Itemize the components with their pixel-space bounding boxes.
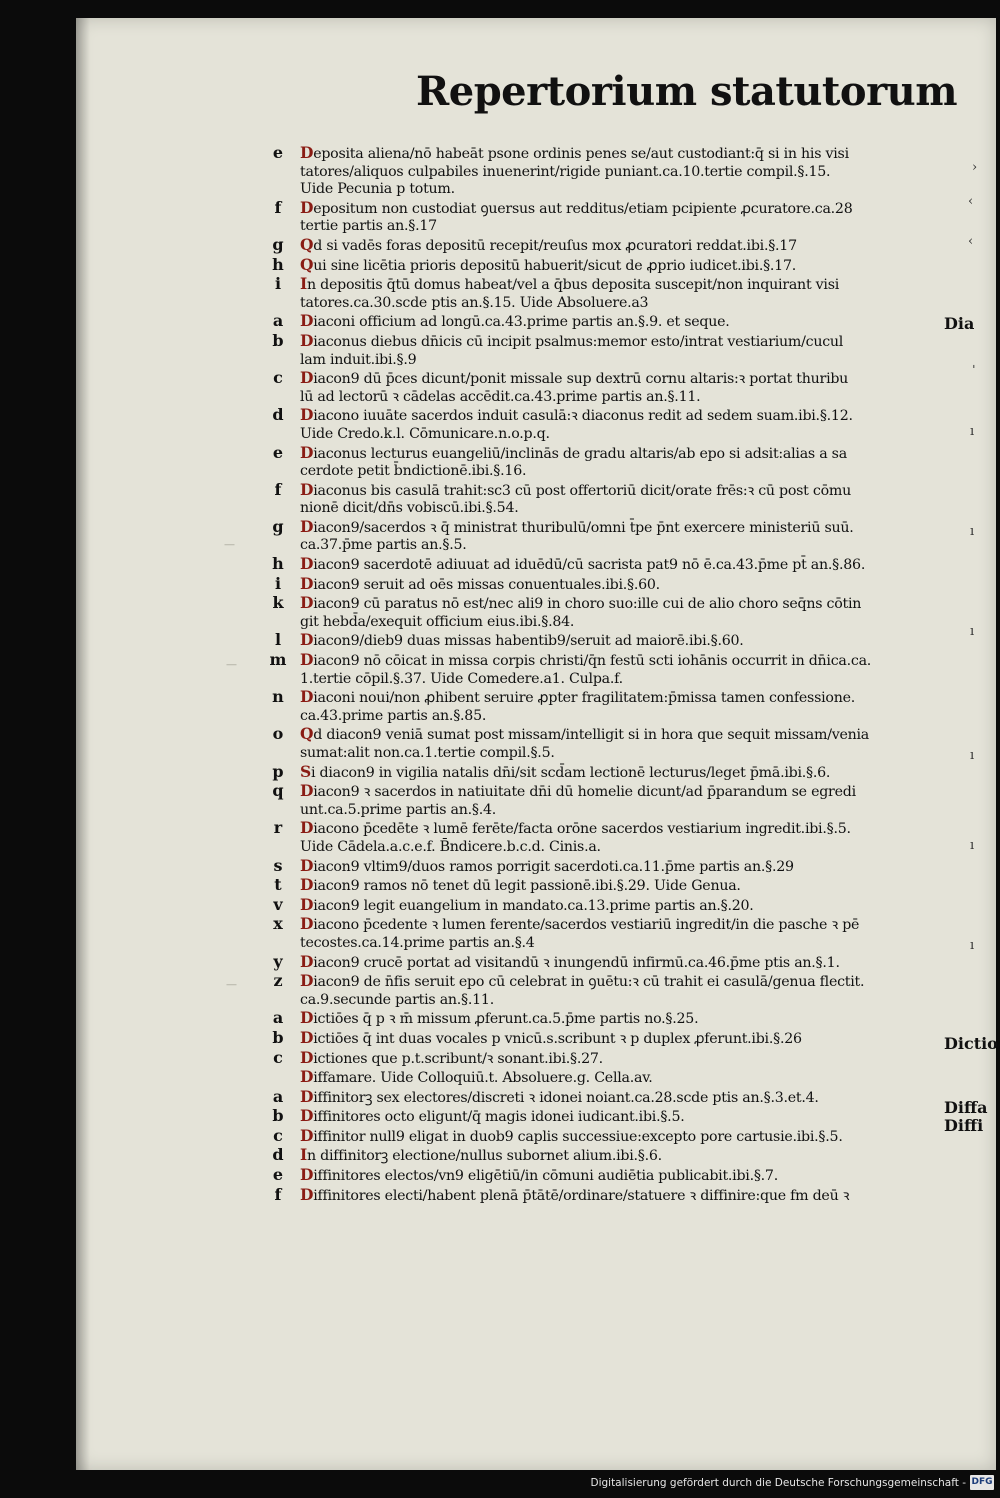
entry-text: Diaconus diebus dn̄icis cū incipit psalmus:memor esto/intrat vestiarium/cucul lam induit.ibi.§.9 bbox=[300, 330, 844, 368]
rubricated-initial: D bbox=[300, 330, 314, 350]
entry-marginal-letter: p bbox=[272, 761, 284, 781]
entry-text: Dictiōes q̄ int duas vocales p vnicū.s.scribunt ꝛ p duplex ꝓferunt.ibi.§.26 bbox=[300, 1027, 802, 1047]
index-entry bbox=[76, 575, 996, 595]
entry-marginal-letter: i bbox=[274, 274, 282, 294]
margin-tick-mark: ı bbox=[970, 424, 975, 439]
rubricated-initial: D bbox=[300, 951, 314, 971]
rubricated-initial: D bbox=[300, 1067, 314, 1087]
entry-text: In depositis q̄tū domus habeat/vel a q̄bus deposita suscepit/non inquirant visi tatores.ca.30.scde ptis an.§.15. Uide Absoluere.a3 bbox=[300, 274, 840, 311]
rubricated-initial: D bbox=[300, 1008, 314, 1028]
rubricated-initial: D bbox=[300, 197, 314, 217]
index-entry bbox=[76, 1068, 996, 1088]
entry-marginal-letter: f bbox=[274, 479, 282, 499]
bleed-through-mark: — bbox=[224, 538, 235, 551]
entry-marginal-letter: a bbox=[272, 311, 284, 331]
rubricated-initial: D bbox=[300, 442, 314, 462]
index-entry bbox=[76, 518, 996, 555]
entry-text: In diffinitorꝫ electione/nullus subornet alium.ibi.§.6. bbox=[300, 1145, 662, 1165]
rubricated-initial: D bbox=[300, 875, 314, 895]
page-title: Repertorium statutorum bbox=[416, 68, 958, 115]
entry-text: Depositum non custodiat ꝯuersus aut redditus/etiam pcipiente ꝓcuratore.ca.28 tertie partis an.§.17 bbox=[300, 197, 853, 235]
rubricated-initial: D bbox=[300, 311, 314, 331]
index-entry bbox=[76, 594, 996, 631]
entry-marginal-letter: n bbox=[272, 687, 284, 707]
rubricated-initial: D bbox=[300, 1086, 314, 1106]
rubricated-initial: D bbox=[300, 687, 314, 707]
dfg-logo: DFG bbox=[970, 1475, 994, 1490]
entry-marginal-letter: m bbox=[269, 650, 287, 670]
rubricated-initial: D bbox=[300, 516, 314, 536]
index-entry bbox=[76, 819, 996, 856]
entry-marginal-letter: f bbox=[274, 1184, 282, 1204]
entry-text: Qd diacon9 veniā sumat post missam/intelligit si in hora que sequit missam/venia sumat:alit non.ca.1.tertie compil.§.5. bbox=[300, 724, 870, 761]
entry-text: Diffinitores electi/habent plenā p̄tātē/ordinare/statuere ꝛ diffinire:que fm deū ꝛ bbox=[300, 1184, 850, 1204]
entry-text: Diffinitor null9 eligat in duob9 caplis successiue:excepto pore cartusie.ibi.§.5. bbox=[300, 1125, 843, 1145]
index-entry bbox=[76, 144, 996, 199]
entry-text: Diacon9 de n̄fis seruit epo cū celebrat in ꝯuētu:ꝛ cū trahit ei casulā/genua flectit. ca.9.secunde partis an.§.11. bbox=[300, 971, 865, 1008]
margin-tick-mark: ı bbox=[970, 938, 975, 953]
rubricated-initial: Q bbox=[300, 234, 314, 254]
index-entry bbox=[76, 1127, 996, 1147]
rubricated-initial: D bbox=[300, 1165, 314, 1185]
entry-marginal-letter: f bbox=[274, 197, 282, 217]
entry-marginal-letter: e bbox=[272, 1165, 284, 1185]
rubricated-initial: D bbox=[300, 405, 314, 425]
entry-text: Diffinitores electos/vn9 eligētiū/in cōmuni audiētia publicabit.ibi.§.7. bbox=[300, 1165, 778, 1185]
entry-text: Diacono p̄cedente ꝛ lumen ferente/sacerdos vestiariū ingredit/in die pasche ꝛ pē tecostes.ca.14.prime partis an.§.4 bbox=[300, 914, 860, 951]
entry-marginal-letter: g bbox=[272, 234, 284, 254]
index-entry bbox=[76, 369, 996, 406]
entry-text: Diacono iuuāte sacerdos induit casulā:ꝛ diaconus redit ad sedem suam.ibi.§.12. Uide Credo.k.l. Cōmunicare.n.o.p.q. bbox=[300, 405, 853, 442]
index-entry bbox=[76, 332, 996, 369]
entry-marginal-letter: c bbox=[273, 368, 283, 388]
entry-text: Diaconi officium ad longū.ca.43.prime partis an.§.9. et seque. bbox=[300, 311, 730, 331]
entry-text: Diacon9/dieb9 duas missas habentib9/seruit ad maiorē.ibi.§.60. bbox=[300, 630, 744, 650]
index-entry bbox=[76, 555, 996, 575]
rubricated-initial: D bbox=[300, 1184, 314, 1204]
entry-text: Dictiōes q̄ p ꝛ m̄ missum ꝓferunt.ca.5.p̄me partis no.§.25. bbox=[300, 1008, 699, 1028]
margin-tick-mark: ı bbox=[970, 838, 975, 853]
rubricated-initial: D bbox=[300, 818, 314, 838]
entry-marginal-letter: b bbox=[272, 1027, 284, 1047]
entry-text: Diacon9 seruit ad oēs missas conuentuales.ibi.§.60. bbox=[300, 573, 660, 593]
margin-tick-mark: ˈ bbox=[972, 364, 976, 379]
rubricated-initial: Q bbox=[300, 254, 314, 274]
entry-marginal-letter: b bbox=[272, 330, 284, 350]
rubricated-initial: D bbox=[300, 630, 314, 650]
entry-marginal-letter: o bbox=[272, 724, 284, 744]
rubricated-initial: D bbox=[300, 1027, 314, 1047]
entry-marginal-letter: l bbox=[274, 630, 282, 650]
entry-marginal-letter: c bbox=[273, 1125, 283, 1145]
entry-text: Diacon9/sacerdos ꝛ q̄ ministrat thuribulū/omni t̄pe p̄nt exercere ministeriū suū. ca.37.p̄me partis an.§.5. bbox=[300, 516, 854, 554]
margin-word-diffa: Diffa bbox=[944, 1098, 988, 1117]
index-entry bbox=[76, 915, 996, 952]
entry-text: Diaconus lecturus euangeliū/inclinās de gradu altaris/ab epo si adsit:alias a sa cerdote petit b̄ndictionē.ibi.§.16. bbox=[300, 442, 847, 480]
index-entry bbox=[76, 725, 996, 762]
rubricated-initial: D bbox=[300, 1047, 314, 1067]
entry-text: Diacon9 dū p̄ces dicunt/ponit missale sup dextrū cornu altaris:ꝛ portat thuribu lū ad lectorū ꝛ cādelas accēdit.ca.43.prime partis an.§.11. bbox=[300, 368, 849, 405]
entry-text: Diffamare. Uide Colloquiū.t. Absoluere.g. Cella.av. bbox=[300, 1067, 653, 1087]
rubricated-initial: D bbox=[300, 1125, 314, 1145]
entry-text: Diacon9 ramos nō tenet dū legit passionē.ibi.§.29. Uide Genua. bbox=[300, 875, 741, 895]
entry-marginal-letter: a bbox=[272, 1008, 284, 1028]
entry-text: Diaconi noui/non ꝓhibent seruire ꝓpter fragilitatem:p̄missa tamen confessione. ca.43.prime partis an.§.85. bbox=[300, 687, 855, 724]
entry-marginal-letter: r bbox=[273, 818, 283, 838]
index-entry bbox=[76, 275, 996, 312]
margin-tick-mark: › bbox=[972, 160, 978, 175]
index-entry bbox=[76, 1049, 996, 1069]
entry-text: Diacon9 ꝛ sacerdos in natiuitate dn̄i dū homelie dicunt/ad p̄parandum se egredi unt.ca.5.prime partis an.§.4. bbox=[300, 781, 856, 818]
index-entry bbox=[76, 876, 996, 896]
rubricated-initial: D bbox=[300, 554, 314, 574]
rubricated-initial: D bbox=[300, 650, 314, 670]
rubricated-initial: D bbox=[300, 1106, 314, 1126]
index-entry bbox=[76, 896, 996, 916]
index-entries bbox=[76, 144, 996, 1205]
index-entry bbox=[76, 1009, 996, 1029]
rubricated-initial: S bbox=[300, 761, 311, 781]
index-entry bbox=[76, 256, 996, 276]
index-entry bbox=[76, 651, 996, 688]
index-entry bbox=[76, 444, 996, 481]
entry-text: Diacon9 legit euangelium in mandato.ca.13.prime partis an.§.20. bbox=[300, 894, 754, 914]
index-entry bbox=[76, 1146, 996, 1166]
entry-text: Qui sine licētia prioris depositū habuerit/sicut de ꝓprio iudicet.ibi.§.17. bbox=[300, 254, 796, 274]
index-entry bbox=[76, 236, 996, 256]
rubricated-initial: I bbox=[300, 274, 308, 294]
index-entry bbox=[76, 631, 996, 651]
index-entry bbox=[76, 406, 996, 443]
entry-text: Dictiones que p.t.scribunt/ꝛ sonant.ibi.§.27. bbox=[300, 1047, 603, 1067]
entry-text: Diffinitorꝫ sex electores/discreti ꝛ idonei noiant.ca.28.scde ptis an.§.3.et.4. bbox=[300, 1086, 819, 1106]
rubricated-initial: I bbox=[300, 1145, 308, 1165]
entry-text: Qd si vadēs foras depositū recepit/reuſus mox ꝓcuratori reddat.ibi.§.17 bbox=[300, 234, 797, 254]
entry-marginal-letter: h bbox=[272, 254, 284, 274]
book-page bbox=[76, 18, 996, 1470]
entry-marginal-letter: c bbox=[273, 1047, 283, 1067]
rubricated-initial: D bbox=[300, 479, 314, 499]
bleed-through-mark: — bbox=[226, 658, 237, 671]
entry-marginal-letter: d bbox=[272, 405, 284, 425]
entry-text: Diacon9 nō cōicat in missa corpis christi/q̄n festū scti iohānis occurrit in dn̄ica.ca. 1.tertie cōpil.§.37. Uide Comedere.a1. Culpa.f. bbox=[300, 650, 872, 687]
rubricated-initial: D bbox=[300, 368, 314, 388]
entry-text: Si diacon9 in vigilia natalis dn̄i/sit scd̄am lectionē lecturus/leget p̄mā.ibi.§.6. bbox=[300, 761, 831, 781]
entry-marginal-letter: x bbox=[273, 914, 283, 934]
entry-marginal-letter: i bbox=[274, 573, 282, 593]
entry-marginal-letter: d bbox=[272, 1145, 284, 1165]
rubricated-initial: D bbox=[300, 894, 314, 914]
index-entry bbox=[76, 953, 996, 973]
rubricated-initial: D bbox=[300, 781, 314, 801]
footer-credit: Digitalisierung gefördert durch die Deutsche Forschungsgemeinschaft - bbox=[590, 1477, 966, 1489]
entry-marginal-letter: e bbox=[272, 143, 284, 162]
rubricated-initial: D bbox=[300, 143, 314, 162]
entry-text: Diacon9 crucē portat ad visitandū ꝛ inungendū infirmū.ca.46.p̄me ptis an.§.1. bbox=[300, 951, 840, 971]
margin-word-dictio: Dictio bbox=[944, 1034, 998, 1053]
entry-text: Diacon9 cū paratus nō est/nec ali9 in choro suo:ille cui de alio choro seq̄ns cōtin git hebd̄a/exequit officium eius.ibi.§.84. bbox=[300, 593, 862, 630]
rubricated-initial: Q bbox=[300, 724, 314, 744]
index-entry bbox=[76, 1107, 996, 1127]
margin-word-dia: Dia bbox=[944, 314, 975, 333]
entry-marginal-letter: a bbox=[272, 1086, 284, 1106]
rubricated-initial: D bbox=[300, 971, 314, 991]
index-entry bbox=[76, 1166, 996, 1186]
margin-tick-mark: ı bbox=[970, 748, 975, 763]
index-entry bbox=[76, 481, 996, 518]
entry-marginal-letter: b bbox=[272, 1106, 284, 1126]
entry-text: Diffinitores octo eligunt/q̄ magis idonei iudicant.ibi.§.5. bbox=[300, 1106, 685, 1126]
entry-marginal-letter: z bbox=[273, 971, 283, 991]
margin-tick-mark: ı bbox=[970, 624, 975, 639]
index-entry bbox=[76, 688, 996, 725]
entry-text: Diacon9 vltim9/duos ramos porrigit sacerdoti.ca.11.p̄me partis an.§.29 bbox=[300, 855, 794, 875]
entry-marginal-letter: q bbox=[272, 781, 284, 801]
index-entry bbox=[76, 763, 996, 783]
entry-text: Diacono p̄cedēte ꝛ lumē ferēte/facta orōne sacerdos vestiarium ingredit.ibi.§.5. Uide Cādela.a.c.e.f. B̄ndicere.b.c.d. Cinis.a. bbox=[300, 818, 851, 855]
index-entry bbox=[76, 972, 996, 1009]
index-entry bbox=[76, 1029, 996, 1049]
entry-text: Diacon9 sacerdotē adiuuat ad iduēdū/cū sacrista pat9 nō ē.ca.43.p̄me pt̄ an.§.86. bbox=[300, 554, 866, 574]
entry-text: Deposita aliena/nō habeāt psone ordinis penes se/aut custodiant:q̄ si in his visi tatores/aliquos culpabiles inuenerint/rigide puniant.ca.10.tertie compil.§.15. Uide Pecunia p totum. bbox=[300, 143, 849, 198]
rubricated-initial: D bbox=[300, 593, 314, 613]
bleed-through-mark: — bbox=[226, 978, 237, 991]
rubricated-initial: D bbox=[300, 573, 314, 593]
margin-tick-mark: ‹ bbox=[968, 194, 974, 209]
index-entry bbox=[76, 1088, 996, 1108]
entry-marginal-letter: y bbox=[273, 951, 283, 971]
margin-word-diffi: Diffi bbox=[944, 1116, 984, 1135]
entry-marginal-letter: h bbox=[272, 554, 284, 574]
entry-text: Diaconus bis casulā trahit:sc3 cū post offertoriū dicit/orate frēs:ꝛ cū post cōmu nionē dicit/dn̄s vobiscū.ibi.§.54. bbox=[300, 479, 851, 517]
rubricated-initial: D bbox=[300, 914, 314, 934]
entry-marginal-letter: g bbox=[272, 516, 284, 536]
entry-marginal-letter: k bbox=[272, 593, 284, 613]
rubricated-initial: D bbox=[300, 855, 314, 875]
entry-marginal-letter: s bbox=[273, 855, 283, 875]
index-entry bbox=[76, 857, 996, 877]
margin-tick-mark: ı bbox=[970, 524, 975, 539]
margin-tick-mark: ‹ bbox=[968, 234, 974, 249]
index-entry bbox=[76, 312, 996, 332]
entry-marginal-letter: t bbox=[274, 875, 282, 895]
index-entry bbox=[76, 1186, 996, 1206]
entry-marginal-letter: v bbox=[273, 894, 283, 914]
entry-marginal-letter: e bbox=[272, 442, 284, 462]
footer-bar bbox=[0, 1470, 1000, 1498]
index-entry bbox=[76, 782, 996, 819]
index-entry bbox=[76, 199, 996, 236]
